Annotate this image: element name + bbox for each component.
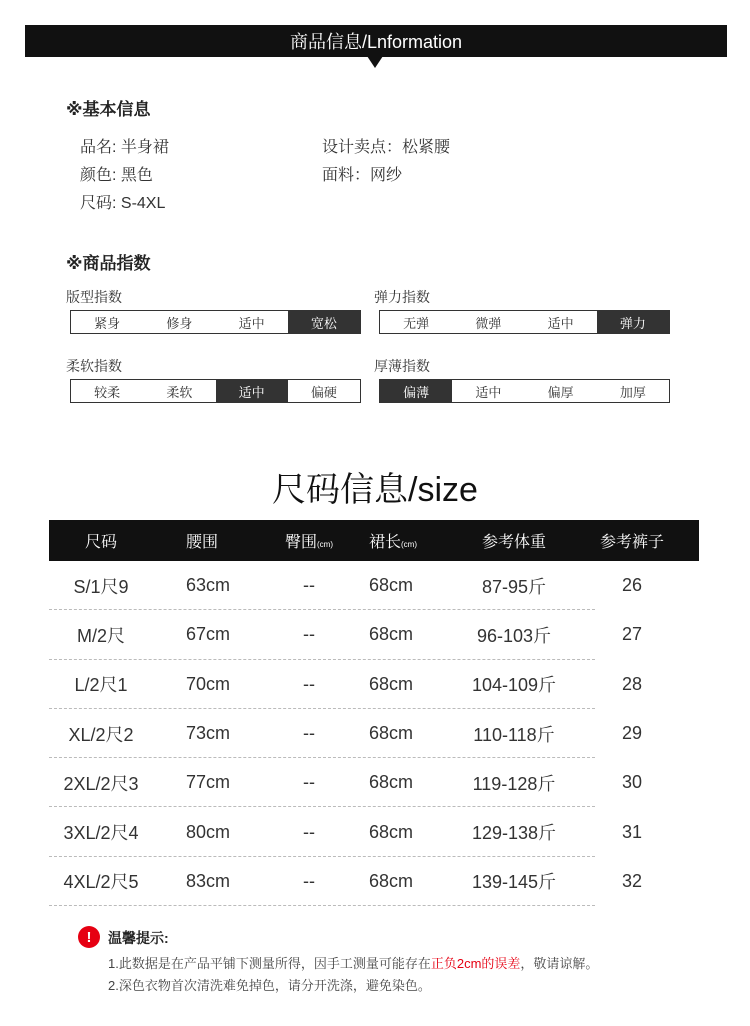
size-table-header	[49, 520, 699, 561]
cell-waist: 73cm	[186, 723, 231, 744]
cell-hip: --	[303, 673, 315, 694]
cell-length: 68cm	[369, 673, 414, 694]
header-length-label: 裙长	[369, 534, 402, 551]
softness-option: 适中	[216, 380, 288, 402]
cell-pants: 26	[621, 575, 643, 596]
product-index-title: ※商品指数	[66, 254, 151, 273]
elasticity-option: 微弹	[475, 315, 502, 331]
cell-size: 4XL/2尺5	[63, 872, 139, 893]
cell-hip: --	[303, 772, 315, 793]
cell-hip: --	[303, 575, 315, 596]
cell-weight: 96-103斤	[476, 625, 552, 646]
cell-size: 3XL/2尺4	[63, 823, 139, 844]
cell-waist: 70cm	[186, 673, 231, 694]
softness-index-scale	[70, 379, 361, 403]
thickness-index-scale	[379, 379, 670, 403]
cell-weight: 87-95斤	[481, 576, 547, 597]
thickness-option: 偏薄	[380, 380, 452, 402]
thickness-option: 适中	[475, 384, 502, 400]
cell-length: 68cm	[369, 624, 414, 645]
elasticity-option: 适中	[547, 315, 574, 331]
tips-title: 温馨提示:	[108, 930, 169, 946]
tip-line-1	[108, 953, 598, 972]
product-size-range: 尺码: S-4XL	[80, 195, 166, 212]
cell-waist: 63cm	[186, 575, 231, 596]
fit-option: 紧身	[94, 315, 121, 331]
cell-pants: 29	[621, 723, 643, 744]
header-hip-label: 臀围	[284, 534, 317, 551]
table-row	[49, 758, 699, 807]
cell-length: 68cm	[369, 870, 414, 891]
cell-pants: 32	[621, 870, 643, 891]
cell-hip: --	[303, 723, 315, 744]
cell-hip: --	[303, 821, 315, 842]
basic-info-title: ※基本信息	[66, 100, 151, 119]
cell-waist: 67cm	[186, 624, 231, 645]
table-row	[49, 857, 699, 906]
softness-option: 偏硬	[310, 384, 337, 400]
table-row	[49, 807, 699, 856]
fit-option: 宽松	[288, 311, 360, 333]
softness-option: 柔软	[166, 384, 193, 400]
cell-length: 68cm	[369, 821, 414, 842]
size-info-title: 尺码信息/size	[272, 471, 478, 509]
header-weight: 参考体重	[481, 534, 546, 551]
cell-pants: 30	[621, 772, 643, 793]
table-row	[49, 660, 699, 709]
fit-option: 适中	[238, 315, 265, 331]
table-row	[49, 561, 699, 610]
softness-option: 较柔	[94, 384, 121, 400]
cell-size: XL/2尺2	[68, 724, 134, 745]
table-row	[49, 610, 699, 659]
cell-length: 68cm	[369, 575, 414, 596]
cell-waist: 80cm	[186, 821, 231, 842]
header-hip	[274, 529, 344, 552]
elasticity-index-scale	[379, 310, 670, 334]
table-row	[49, 709, 699, 758]
cell-size: M/2尺	[76, 625, 125, 646]
elasticity-option: 无弹	[403, 315, 430, 331]
cell-length: 68cm	[369, 772, 414, 793]
cell-hip: --	[303, 624, 315, 645]
cell-weight: 104-109斤	[471, 675, 557, 696]
cell-pants: 27	[621, 624, 643, 645]
cell-hip: --	[303, 870, 315, 891]
cell-length: 68cm	[369, 723, 414, 744]
header-waist: 腰围	[186, 534, 219, 551]
tip-line-1-text: 1.此数据是在产品平铺下测量所得，因手工测量可能存在	[108, 956, 431, 971]
cell-weight: 129-138斤	[471, 823, 557, 844]
cell-pants: 31	[621, 821, 643, 842]
cell-size: 2XL/2尺3	[63, 773, 139, 794]
tip-line-1-highlight: 正负2cm的误差	[430, 956, 521, 971]
size-table	[49, 520, 699, 906]
fit-option: 修身	[166, 315, 193, 331]
cell-waist: 77cm	[186, 772, 231, 793]
header-title: 商品信息/Lnformation	[289, 32, 463, 52]
product-color: 颜色: 黑色	[80, 167, 153, 184]
header-length	[369, 529, 459, 552]
thickness-option: 偏厚	[547, 384, 574, 400]
elasticity-index-label: 弹力指数	[374, 289, 430, 305]
cell-weight: 119-128斤	[472, 773, 556, 794]
fit-index-scale	[70, 310, 361, 334]
product-name: 品名: 半身裙	[80, 139, 169, 156]
tip-line-2: 2.深色衣物首次清洗难免掉色，请分开洗涤，避免染色。	[108, 978, 431, 993]
cell-size: S/1尺9	[73, 576, 129, 597]
header-pants: 参考裤子	[599, 534, 664, 551]
alert-icon: !	[78, 926, 100, 948]
product-fabric: 面料：网纱	[322, 167, 403, 184]
cell-waist: 83cm	[186, 870, 231, 891]
cell-pants: 28	[621, 673, 643, 694]
fit-index-label: 版型指数	[66, 289, 122, 305]
header-hip-unit: (cm)	[317, 540, 333, 549]
cell-size: L/2尺1	[74, 675, 128, 696]
header-bar	[25, 25, 727, 57]
header-arrow-icon	[367, 56, 383, 68]
header-length-unit: (cm)	[401, 540, 418, 549]
header-size: 尺码	[84, 534, 117, 551]
cell-weight: 139-145斤	[471, 872, 557, 893]
thickness-option: 加厚	[619, 384, 646, 400]
thickness-index-label: 厚薄指数	[374, 358, 430, 374]
tip-line-1-end: ，敬请谅解。	[520, 956, 599, 971]
elasticity-option: 弹力	[597, 311, 669, 333]
product-feature: 设计卖点：松紧腰	[322, 139, 451, 156]
cell-weight: 110-118斤	[473, 724, 555, 745]
softness-index-label: 柔软指数	[66, 358, 122, 374]
